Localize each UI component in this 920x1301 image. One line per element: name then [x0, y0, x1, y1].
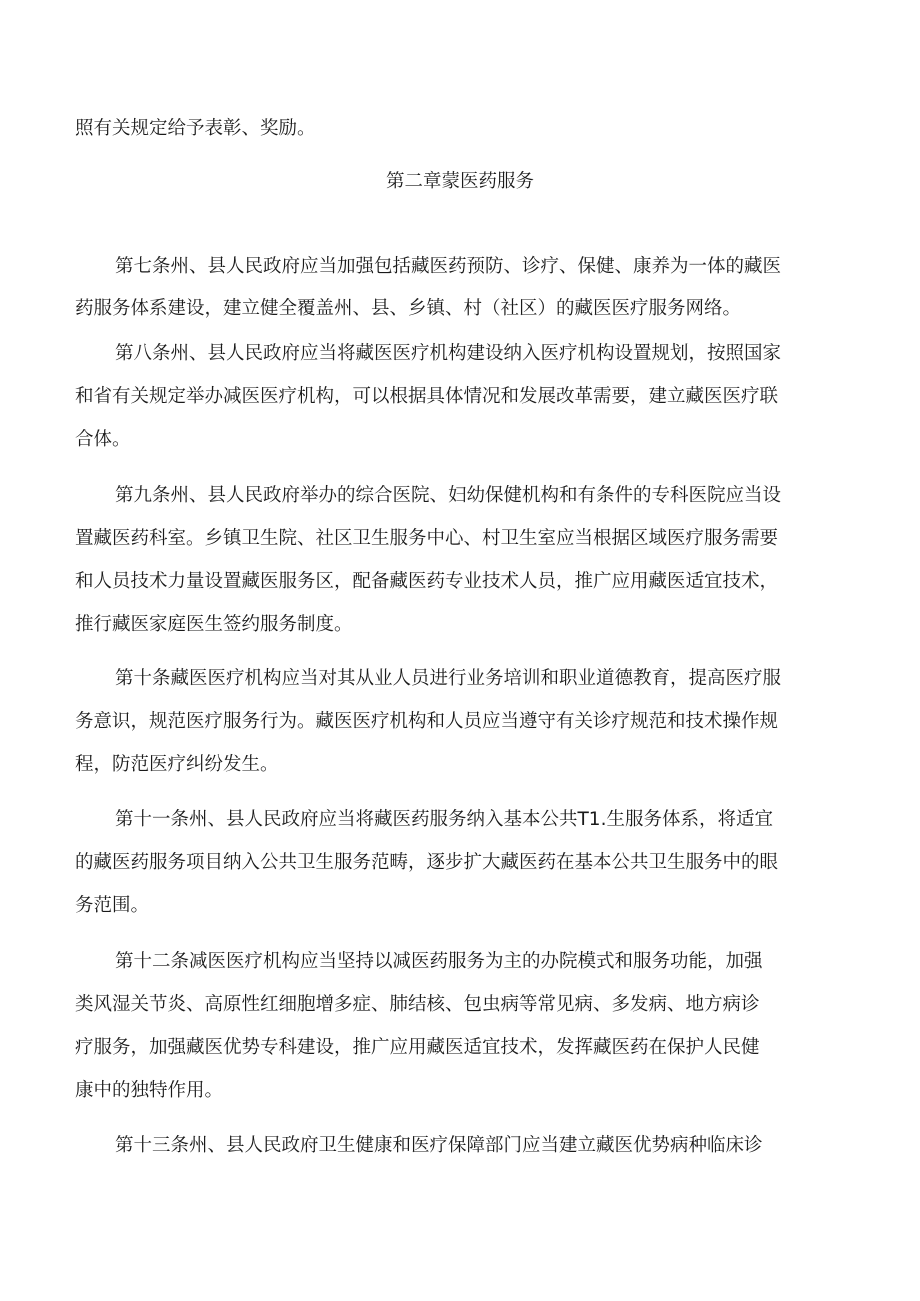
paragraph-line: 第九条州、县人民政府举办的综合医院、妇幼保健机构和有条件的专科医院应当设 [115, 485, 782, 506]
paragraph-line: 程，防范医疗纠纷发生。 [75, 754, 279, 775]
paragraph-line: 药服务体系建设，建立健全覆盖州、县、乡镇、村（社区）的藏医医疗服务网络。 [75, 298, 742, 319]
paragraph-line: 第十二条减医医疗机构应当坚持以减医药服务为主的办院模式和服务功能，加强 [115, 951, 763, 972]
paragraph-line: 第十一条州、县人民政府应当将藏医药服务纳入基本公共T1.生服务体系，将适宜 [115, 809, 773, 830]
paragraph-line: 疗服务，加强藏医优势专科建设，推广应用藏医适宜技术，发挥藏医药在保护人民健 [75, 1037, 760, 1058]
paragraph-line: 类风湿关节炎、高原性红细胞增多症、肺结核、包虫病等常见病、多发病、地方病诊 [75, 994, 760, 1015]
paragraph-line: 置藏医药科室。乡镇卫生院、社区卫生服务中心、村卫生室应当根据区域医疗服务需要 [75, 528, 779, 549]
paragraph-line: 第十条藏医医疗机构应当对其从业人员进行业务培训和职业道德教育，提高医疗服 [115, 668, 782, 689]
paragraph-line: 和人员技术力量设置藏医服务区，配备藏医药专业技术人员，推广应用藏医适宜技术， [75, 571, 779, 592]
paragraph-line: 的藏医药服务项目纳入公共卫生服务范畴，逐步扩大藏医药在基本公共卫生服务中的眼 [75, 852, 779, 873]
paragraph-line: 务范围。 [75, 895, 150, 916]
paragraph-line: 务意识，规范医疗服务行为。藏医医疗机构和人员应当遵守有关诊疗规范和技术操作规 [75, 711, 779, 732]
paragraph-line: 推行藏医家庭医生签约服务制度。 [75, 614, 353, 635]
paragraph-line: 康中的独特作用。 [75, 1080, 224, 1101]
paragraph-line: 第七条州、县人民政府应当加强包括藏医药预防、诊疗、保健、康养为一体的藏医 [115, 256, 782, 277]
intro-fragment: 照有关规定给予表彰、奖励。 [75, 118, 316, 139]
chapter-title: 第二章蒙医药服务 [385, 171, 534, 192]
paragraph-line: 第八条州、县人民政府应当将藏医医疗机构建设纳入医疗机构设置规划，按照国家 [115, 343, 782, 364]
paragraph-line: 和省有关规定举办减医医疗机构，可以根据具体情况和发展改革需要，建立藏医医疗联 [75, 386, 779, 407]
paragraph-line: 合体。 [75, 429, 131, 450]
paragraph-line: 第十三条州、县人民政府卫生健康和医疗保障部门应当建立藏医优势病种临床诊 [115, 1135, 763, 1156]
